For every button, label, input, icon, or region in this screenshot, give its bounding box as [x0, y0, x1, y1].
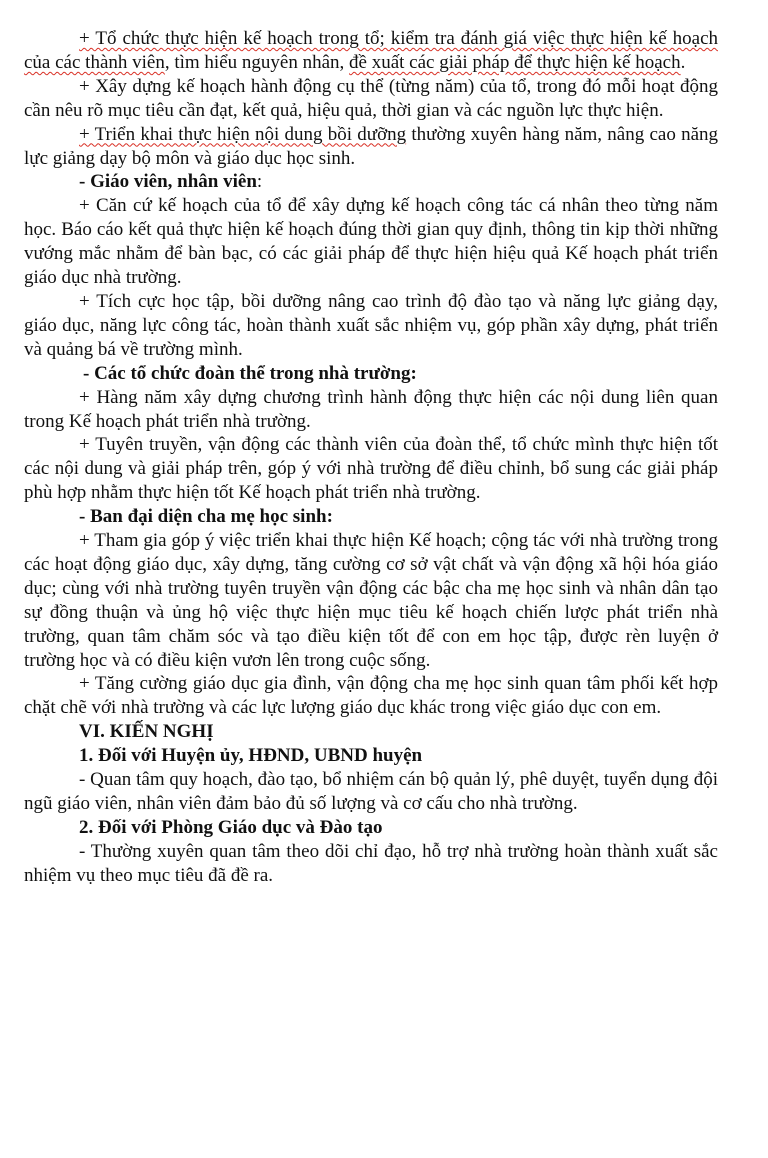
heading-parents: - Ban đại diện cha mẹ học sinh:	[79, 506, 333, 528]
heading-department: 2. Đối với Phòng Giáo dục và Đào tạo	[79, 816, 383, 838]
paragraph-union-program: + Hàng năm xây dựng chương trình hành động thực hiện các nội dung liên quan trong Kế hoạch phát triển nhà trường.	[24, 386, 718, 432]
paragraph-teacher-study: + Tích cực học tập, bồi dưỡng nâng cao trình độ đào tạo và năng lực giảng dạy, giáo dục, năng lực công tác, hoàn thành xuất sắc nhiệm vụ, góp phần xây dựng, phát triển và quảng bá về trường mình.	[24, 290, 718, 360]
document-page	[24, 27, 718, 888]
paragraph-parents-participate: + Tham gia góp ý việc triển khai thực hiện Kế hoạch; cộng tác với nhà trường trong các hoạt động giáo dục, xây dựng, tăng cường cơ sở vật chất và vận động xã hội hóa giáo dục; cùng với nhà trường tuyên truyền vận động các bậc cha mẹ học sinh và nhân dân tạo sự đồng thuận và ủng hộ việc thực hiện mục tiêu kế hoạch chiến lược phát triển nhà trường, quan tâm chăm sóc và tạo điều kiện tốt để con em học tập, được rèn luyện ở trường học và có điều kiện vươn lên trong cuộc sống.	[24, 530, 718, 671]
paragraph-action-plan: + Xây dựng kế hoạch hành động cụ thể (từng năm) của tổ, trong đó mỗi hoạt động cần nêu rõ mục tiêu cần đạt, kết quả, hiệu quả, thời gian và các nguồn lực thực hiện.	[24, 75, 718, 121]
paragraph-district-request: - Quan tâm quy hoạch, đào tạo, bổ nhiệm cán bộ quản lý, phê duyệt, tuyển dụng đội ngũ giáo viên, nhân viên đảm bảo đủ số lượng và cơ cấu cho nhà trường.	[24, 769, 718, 814]
heading-unions: - Các tổ chức đoàn thể trong nhà trường:	[83, 362, 417, 384]
spellcheck-text: + Triển khai thực hiện nội dung bồi dưỡng	[79, 123, 407, 145]
paragraph-text: .	[680, 51, 686, 73]
paragraph-department-request: - Thường xuyên quan tâm theo dõi chỉ đạo, hỗ trợ nhà trường hoàn thành xuất sắc nhiệm vụ theo mục tiêu đã đề ra.	[24, 840, 718, 886]
heading-section-6: VI. KIẾN NGHỊ	[79, 721, 214, 743]
paragraph-text: , tìm hiểu nguyên nhân,	[164, 51, 350, 73]
paragraph-teacher-plan: + Căn cứ kế hoạch của tổ để xây dựng kế hoạch công tác cá nhân theo từng năm học. Báo cáo kết quả thực hiện kế hoạch đúng thời gian quy định, thông tin kịp thời những vướng mắc nhằm để bàn bạc, có các giải pháp để thực hiện hiệu quả Kế hoạch phát triển giáo dục nhà trường.	[24, 195, 718, 289]
heading-teachers	[24, 170, 718, 194]
paragraph-training	[24, 123, 718, 171]
paragraph-text: thường xuyên hàng năm, nâng cao năng lực giảng dạy bộ môn và giáo dục học sinh.	[24, 123, 719, 169]
heading-district: 1. Đối với Huyện ủy, HĐND, UBND huyện	[79, 745, 423, 767]
paragraph-organize-plan	[24, 27, 718, 75]
heading-text: - Giáo viên, nhân viên	[79, 171, 257, 193]
heading-colon: :	[256, 171, 263, 193]
spellcheck-text: + Tổ chức thực hiện kế hoạch trong tổ; kiểm tra đánh giá việc thực hiện kế hoạch của các thành viên	[24, 28, 718, 73]
paragraph-union-propaganda: + Tuyên truyền, vận động các thành viên của đoàn thể, tổ chức mình thực hiện tốt các nội dung và giải pháp trên, góp ý với nhà trường để điều chỉnh, bổ sung các giải pháp phù hợp nhằm thực hiện tốt Kế hoạch phát triển nhà trường.	[24, 434, 718, 504]
spellcheck-text: đề xuất các giải pháp để thực hiện kế hoạch	[349, 51, 681, 73]
paragraph-family-education: + Tăng cường giáo dục gia đình, vận động cha mẹ học sinh quan tâm phối kết hợp chặt chẽ với nhà trường và các lực lượng giáo dục khác trong việc giáo dục con em.	[24, 673, 718, 719]
